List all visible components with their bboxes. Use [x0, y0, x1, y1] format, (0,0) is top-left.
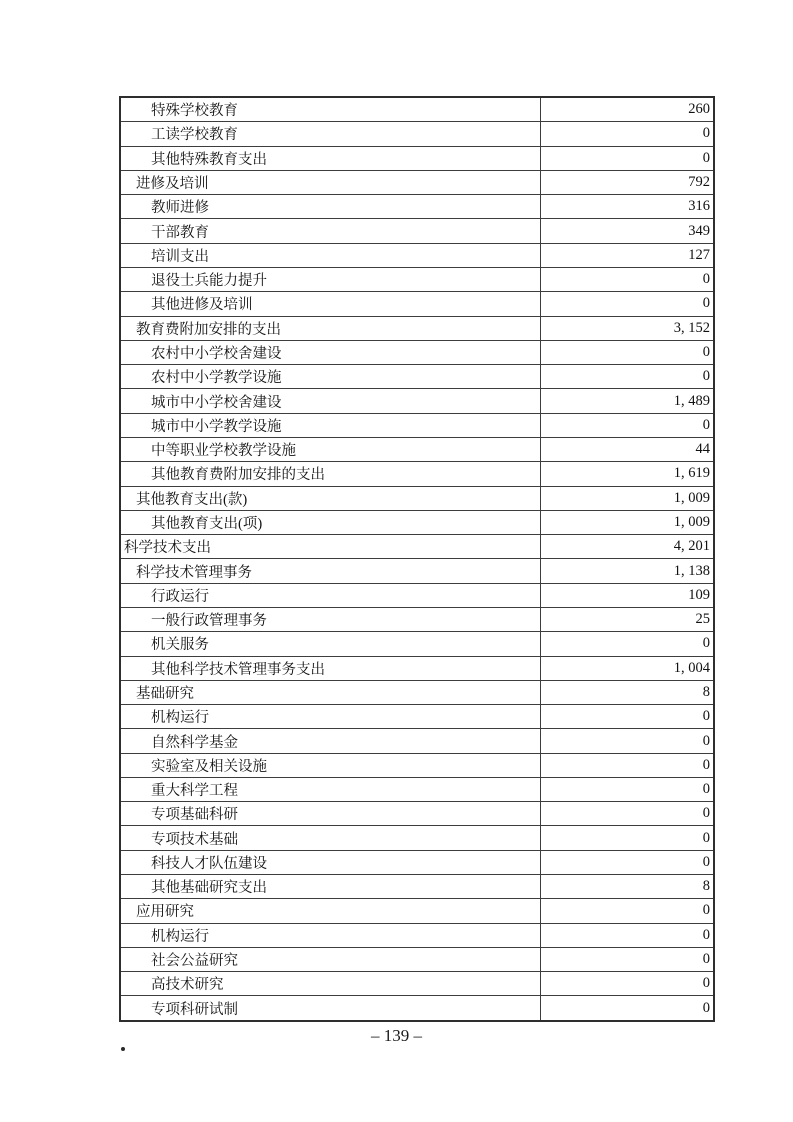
row-item-label: 其他基础研究支出: [120, 875, 541, 899]
row-item-label: 城市中小学校舍建设: [120, 389, 541, 413]
table-row: [120, 170, 714, 194]
row-item-label: 其他教育费附加安排的支出: [120, 462, 541, 486]
row-item-label: 其他教育支出(款): [120, 486, 541, 510]
row-amount-value: 0: [541, 413, 715, 437]
row-amount-value: 0: [541, 753, 715, 777]
table-row: [120, 316, 714, 340]
row-amount-value: 127: [541, 243, 715, 267]
row-item-label: 其他特殊教育支出: [120, 146, 541, 170]
row-amount-value: 1, 004: [541, 656, 715, 680]
table-row: [120, 826, 714, 850]
page-number: – 139 –: [371, 1026, 422, 1045]
row-item-label: 机构运行: [120, 923, 541, 947]
table-row: [120, 243, 714, 267]
table-row: [120, 899, 714, 923]
row-amount-value: 0: [541, 122, 715, 146]
row-amount-value: 0: [541, 947, 715, 971]
table-row: [120, 729, 714, 753]
table-row: [120, 437, 714, 461]
row-amount-value: 0: [541, 146, 715, 170]
row-amount-value: 8: [541, 875, 715, 899]
row-amount-value: 4, 201: [541, 535, 715, 559]
table-row: [120, 777, 714, 801]
row-item-label: 农村中小学教学设施: [120, 365, 541, 389]
row-amount-value: 0: [541, 996, 715, 1021]
table-row: [120, 389, 714, 413]
table-row: [120, 923, 714, 947]
row-amount-value: 0: [541, 923, 715, 947]
row-item-label: 机关服务: [120, 632, 541, 656]
row-item-label: 行政运行: [120, 583, 541, 607]
row-item-label: 基础研究: [120, 680, 541, 704]
row-amount-value: 349: [541, 219, 715, 243]
table-row: [120, 875, 714, 899]
row-amount-value: 1, 489: [541, 389, 715, 413]
row-item-label: 高技术研究: [120, 972, 541, 996]
table-row: [120, 802, 714, 826]
row-amount-value: 109: [541, 583, 715, 607]
row-item-label: 科学技术管理事务: [120, 559, 541, 583]
row-amount-value: 1, 009: [541, 510, 715, 534]
table-row: [120, 850, 714, 874]
row-amount-value: 0: [541, 268, 715, 292]
expenditure-table-body: [120, 97, 714, 1021]
row-amount-value: 0: [541, 705, 715, 729]
row-item-label: 特殊学校教育: [120, 97, 541, 122]
row-amount-value: 0: [541, 777, 715, 801]
row-amount-value: 260: [541, 97, 715, 122]
row-item-label: 农村中小学校舍建设: [120, 340, 541, 364]
table-row: [120, 462, 714, 486]
row-amount-value: 0: [541, 802, 715, 826]
row-amount-value: 1, 009: [541, 486, 715, 510]
row-item-label: 一般行政管理事务: [120, 607, 541, 631]
row-amount-value: 1, 138: [541, 559, 715, 583]
table-row: [120, 268, 714, 292]
row-amount-value: 0: [541, 972, 715, 996]
table-row: [120, 632, 714, 656]
row-item-label: 实验室及相关设施: [120, 753, 541, 777]
table-row: [120, 340, 714, 364]
table-row: [120, 195, 714, 219]
row-amount-value: 0: [541, 292, 715, 316]
table-row: [120, 972, 714, 996]
table-row: [120, 292, 714, 316]
row-amount-value: 25: [541, 607, 715, 631]
row-item-label: 专项技术基础: [120, 826, 541, 850]
row-amount-value: 0: [541, 729, 715, 753]
row-amount-value: 0: [541, 340, 715, 364]
row-item-label: 科学技术支出: [120, 535, 541, 559]
table-row: [120, 656, 714, 680]
row-item-label: 教育费附加安排的支出: [120, 316, 541, 340]
table-row: [120, 365, 714, 389]
row-item-label: 工读学校教育: [120, 122, 541, 146]
row-item-label: 进修及培训: [120, 170, 541, 194]
row-item-label: 专项科研试制: [120, 996, 541, 1021]
row-item-label: 其他科学技术管理事务支出: [120, 656, 541, 680]
row-amount-value: 8: [541, 680, 715, 704]
row-amount-value: 316: [541, 195, 715, 219]
row-amount-value: 3, 152: [541, 316, 715, 340]
table-row: [120, 996, 714, 1021]
row-amount-value: 0: [541, 899, 715, 923]
row-item-label: 其他进修及培训: [120, 292, 541, 316]
row-amount-value: 0: [541, 826, 715, 850]
table-row: [120, 680, 714, 704]
table-row: [120, 583, 714, 607]
row-item-label: 城市中小学教学设施: [120, 413, 541, 437]
row-item-label: 自然科学基金: [120, 729, 541, 753]
table-row: [120, 947, 714, 971]
table-row: [120, 705, 714, 729]
row-item-label: 教师进修: [120, 195, 541, 219]
table-row: [120, 146, 714, 170]
row-item-label: 重大科学工程: [120, 777, 541, 801]
row-item-label: 退役士兵能力提升: [120, 268, 541, 292]
table-row: [120, 219, 714, 243]
row-item-label: 科技人才队伍建设: [120, 850, 541, 874]
row-amount-value: 1, 619: [541, 462, 715, 486]
table-row: [120, 97, 714, 122]
row-item-label: 其他教育支出(项): [120, 510, 541, 534]
row-item-label: 应用研究: [120, 899, 541, 923]
row-item-label: 社会公益研究: [120, 947, 541, 971]
table-row: [120, 535, 714, 559]
row-item-label: 中等职业学校教学设施: [120, 437, 541, 461]
row-amount-value: 0: [541, 365, 715, 389]
table-row: [120, 413, 714, 437]
row-item-label: 干部教育: [120, 219, 541, 243]
table-row: [120, 122, 714, 146]
row-amount-value: 0: [541, 850, 715, 874]
table-row: [120, 486, 714, 510]
row-item-label: 专项基础科研: [120, 802, 541, 826]
row-amount-value: 0: [541, 632, 715, 656]
table-row: [120, 510, 714, 534]
row-amount-value: 792: [541, 170, 715, 194]
row-item-label: 机构运行: [120, 705, 541, 729]
expenditure-detail-table: [119, 96, 715, 1022]
stray-dot-mark: [121, 1047, 125, 1051]
table-row: [120, 559, 714, 583]
row-item-label: 培训支出: [120, 243, 541, 267]
table-row: [120, 753, 714, 777]
table-row: [120, 607, 714, 631]
row-amount-value: 44: [541, 437, 715, 461]
